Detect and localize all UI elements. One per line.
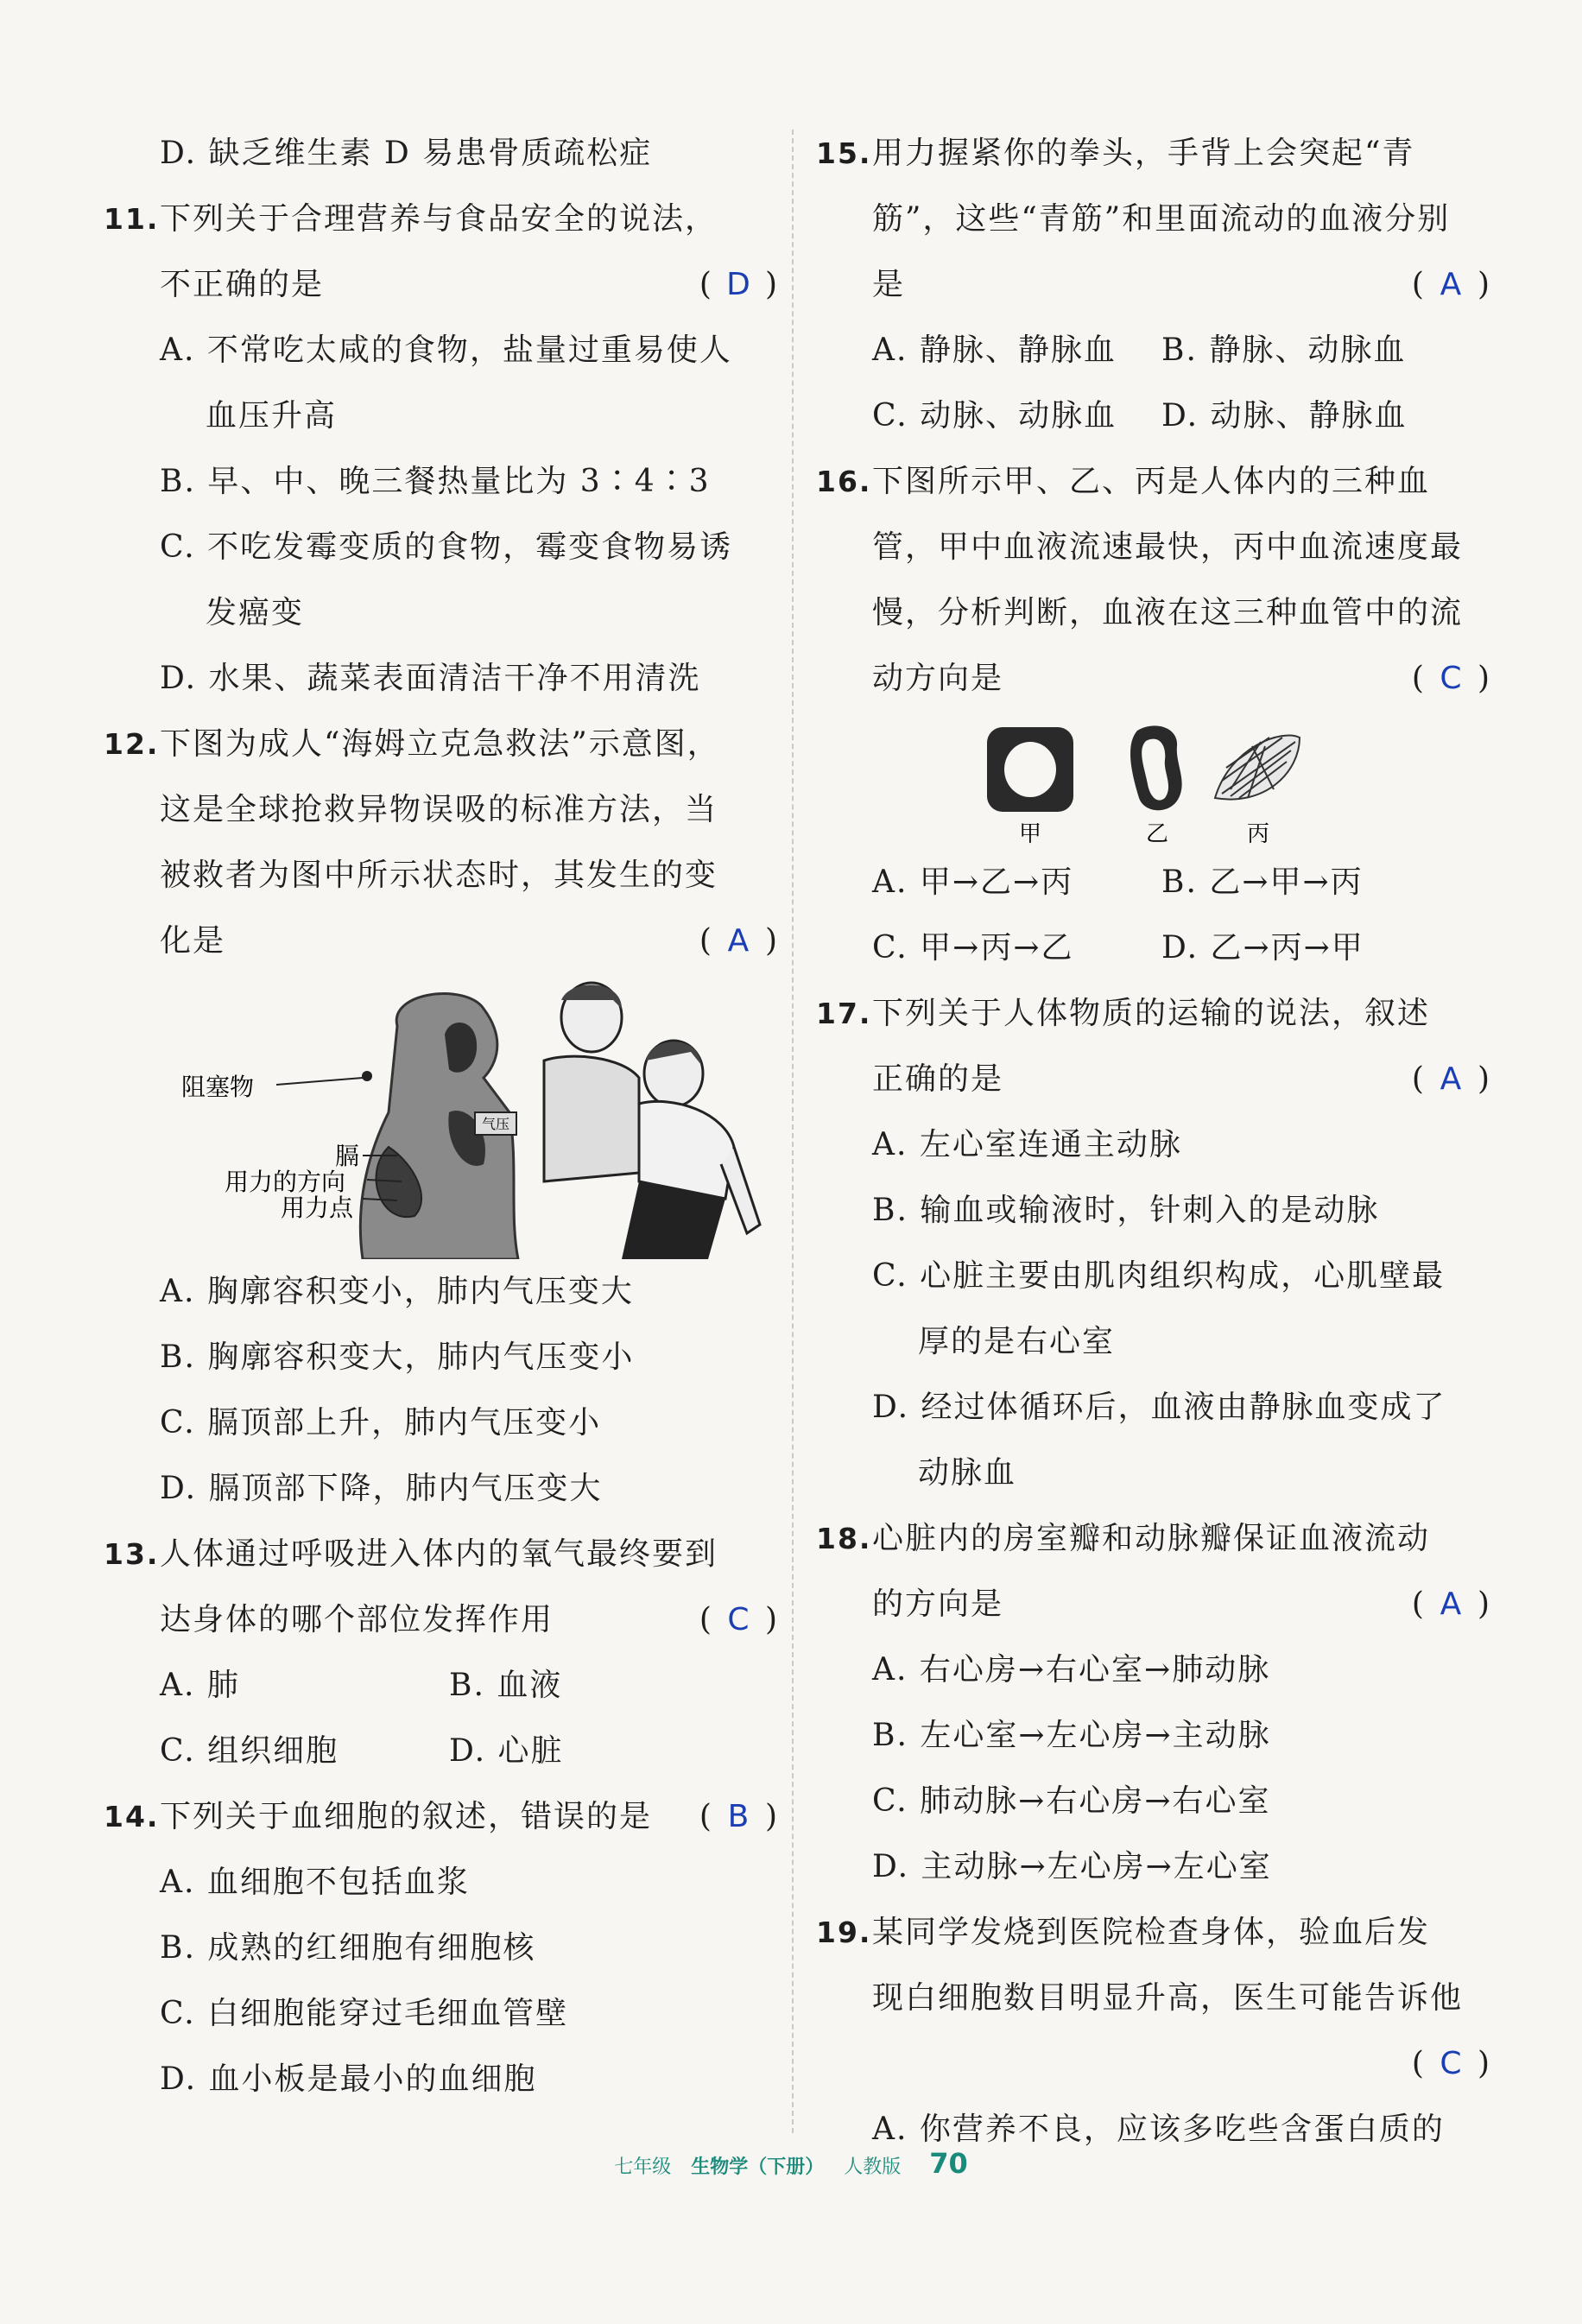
option-d: D. 心脏 <box>449 1733 564 1769</box>
right-column <box>816 121 1490 2163</box>
answer-bracket: ( A ) <box>1412 252 1490 318</box>
question-19 <box>816 1900 1490 2163</box>
question-text: 心脏内的房室瓣和动脉瓣保证血液流动 <box>872 1521 1431 1556</box>
option-c: C. 膈顶部上升，肺内气压变小 <box>160 1405 602 1441</box>
option-d-cont: 动脉血 <box>918 1455 1017 1491</box>
question-17 <box>816 981 1490 1506</box>
question-11 <box>104 187 777 712</box>
question-number: 19. <box>816 1916 872 1949</box>
option-a: A. 血细胞不包括血浆 <box>160 1865 470 1900</box>
question-text: 动方向是 <box>872 661 1004 696</box>
question-number: 16. <box>816 465 872 498</box>
answer-letter: A <box>727 923 750 959</box>
option-d: D. 乙→丙→甲 <box>1161 930 1364 966</box>
question-15 <box>816 121 1490 449</box>
question-text: 下列关于血细胞的叙述，错误的是 <box>160 1799 653 1834</box>
answer-letter: A <box>1440 267 1462 302</box>
answer-letter: C <box>727 1602 750 1637</box>
option-a: A. 肺 <box>160 1668 240 1703</box>
question-number: 17. <box>816 997 872 1030</box>
question-text: 下列关于人体物质的运输的说法，叙述 <box>872 996 1431 1031</box>
fig-label-airpress: 气压 <box>481 1116 510 1132</box>
footer-edition: 人教版 <box>844 2156 902 2178</box>
option-b: B. 血液 <box>449 1668 563 1703</box>
question-text: 不正确的是 <box>160 267 325 302</box>
option-a: A. 不常吃太咸的食物，盐量过重易使人 <box>160 332 732 368</box>
answer-letter: A <box>1440 1586 1462 1622</box>
question-text: 的方向是 <box>872 1586 1004 1622</box>
option-c: C. 心脏主要由肌肉组织构成，心肌壁最 <box>872 1258 1446 1294</box>
question-13 <box>104 1522 777 1784</box>
question-number: 18. <box>816 1522 872 1555</box>
question-text: 这是全球抢救异物误吸的标准方法，当 <box>160 792 718 827</box>
answer-bracket: ( D ) <box>699 252 777 318</box>
question-text: 某同学发烧到医院检查身体，验血后发 <box>872 1915 1431 1950</box>
option-c: C. 白细胞能穿过毛细血管壁 <box>160 1996 569 2031</box>
question-text: 管，甲中血液流速最快，丙中血流速度最 <box>872 529 1464 565</box>
heimlich-figure <box>104 974 777 1259</box>
answer-bracket: ( A ) <box>1412 1572 1490 1637</box>
fig-label-diaphragm: 膈 <box>335 1142 360 1170</box>
fig-label-force-direction: 用力的方向 <box>225 1168 346 1196</box>
option-c-cont: 厚的是右心室 <box>918 1324 1116 1359</box>
option-a: A. 胸廓容积变小，肺内气压变大 <box>160 1274 634 1309</box>
option-a: A. 左心室连通主动脉 <box>872 1127 1182 1162</box>
page-footer <box>0 2147 1582 2180</box>
option-c: C. 动脉、动脉血 <box>872 398 1117 434</box>
heimlich-illustration <box>104 974 777 1259</box>
answer-bracket: ( C ) <box>1412 2031 1490 2097</box>
fig-label-force-point: 用力点 <box>281 1194 354 1222</box>
fig-label-bing: 丙 <box>1246 821 1270 847</box>
option-d: D. 水果、蔬菜表面清洁干净不用清洗 <box>160 661 701 696</box>
question-text: 用力握紧你的拳头，手背上会突起“青 <box>872 136 1415 171</box>
option-d: D. 膈顶部下降，肺内气压变大 <box>160 1471 603 1506</box>
option-a-cont: 血压升高 <box>206 398 338 434</box>
fig-label-jia: 甲 <box>1018 821 1042 847</box>
option-c: C. 肺动脉→右心房→右心室 <box>872 1783 1271 1819</box>
question-text: 达身体的哪个部位发挥作用 <box>160 1602 554 1637</box>
vessel-bing <box>1215 736 1300 800</box>
vessel-yi <box>1130 725 1182 810</box>
question-text: 慢，分析判断，血液在这三种血管中的流 <box>872 595 1464 630</box>
option-c: C. 甲→丙→乙 <box>872 930 1074 966</box>
question-14 <box>104 1784 777 2112</box>
option-b: B. 乙→甲→丙 <box>1161 864 1364 900</box>
column-divider <box>792 130 794 2133</box>
question-text: 人体通过呼吸进入体内的氧气最终要到 <box>160 1536 718 1572</box>
question-text: 下图所示甲、乙、丙是人体内的三种血 <box>872 464 1431 499</box>
question-text: 正确的是 <box>872 1061 1004 1097</box>
question-text: 现白细胞数目明显升高，医生可能告诉他 <box>872 1980 1464 2016</box>
option-b: B. 成熟的红细胞有细胞核 <box>160 1930 536 1966</box>
blood-vessel-figure <box>816 712 1490 850</box>
question-number: 12. <box>104 727 160 761</box>
question-text: 化是 <box>160 923 226 959</box>
answer-letter: C <box>1440 2046 1462 2081</box>
page-number: 70 <box>929 2147 968 2180</box>
option-b: B. 胸廓容积变大，肺内气压变小 <box>160 1339 635 1375</box>
answer-letter: D <box>726 267 750 302</box>
option-d: D. 血小板是最小的血细胞 <box>160 2061 537 2097</box>
option-a: A. 右心房→右心室→肺动脉 <box>872 1652 1271 1688</box>
answer-letter: B <box>727 1799 750 1834</box>
option-b: B. 左心室→左心房→主动脉 <box>872 1718 1271 1753</box>
option-a: A. 甲→乙→丙 <box>872 864 1074 900</box>
answer-bracket: ( A ) <box>1412 1047 1490 1112</box>
option-a: A. 你营养不良，应该多吃些含蛋白质的 <box>872 2112 1445 2147</box>
left-column <box>104 121 777 2112</box>
question-number: 11. <box>104 202 160 236</box>
question-text: 被救者为图中所示状态时，其发生的变 <box>160 858 718 893</box>
question-number: 14. <box>104 1800 160 1833</box>
question-text: 下图为成人“海姆立克急救法”示意图， <box>160 726 720 762</box>
question-text: 下列关于合理营养与食品安全的说法， <box>160 201 718 237</box>
fig-label-obstruction: 阻塞物 <box>181 1073 255 1101</box>
option-c-cont: 发癌变 <box>206 595 305 630</box>
footer-subject: 生物学（下册） <box>691 2156 825 2178</box>
answer-bracket: ( C ) <box>699 1587 777 1653</box>
blood-vessel-illustration <box>816 712 1490 850</box>
answer-bracket: ( A ) <box>699 909 777 974</box>
answer-bracket: ( C ) <box>1412 646 1490 712</box>
option-b: B. 早、中、晚三餐热量比为 3∶4∶3 <box>160 464 711 499</box>
option-c: C. 不吃发霉变质的食物，霉变食物易诱 <box>160 529 733 565</box>
footer-grade: 七年级 <box>614 2156 672 2178</box>
option-d: D. 主动脉→左心房→左心室 <box>872 1849 1272 1884</box>
fig-label-yi: 乙 <box>1145 821 1169 847</box>
answer-letter: A <box>1440 1061 1462 1097</box>
option-b: B. 输血或输液时，针刺入的是动脉 <box>872 1193 1380 1228</box>
option-b: B. 静脉、动脉血 <box>1161 332 1407 368</box>
question-text: 筋”，这些“青筋”和里面流动的血液分别 <box>872 201 1451 237</box>
question-text: 是 <box>872 267 906 302</box>
answer-bracket: ( B ) <box>699 1784 777 1850</box>
question-number: 13. <box>104 1537 160 1571</box>
option-d: D. 动脉、静脉血 <box>1161 398 1408 434</box>
option-d: D. 经过体循环后，血液由静脉血变成了 <box>872 1390 1446 1425</box>
q10-option-d: D. 缺乏维生素 D 易患骨质疏松症 <box>160 136 653 171</box>
question-16 <box>816 449 1490 981</box>
option-c: C. 组织细胞 <box>160 1733 339 1769</box>
vessel-jia <box>987 727 1073 812</box>
question-12 <box>104 712 777 1522</box>
option-a: A. 静脉、静脉血 <box>872 332 1117 368</box>
question-18 <box>816 1506 1490 1900</box>
question-number: 15. <box>816 136 872 170</box>
answer-letter: C <box>1440 661 1462 696</box>
